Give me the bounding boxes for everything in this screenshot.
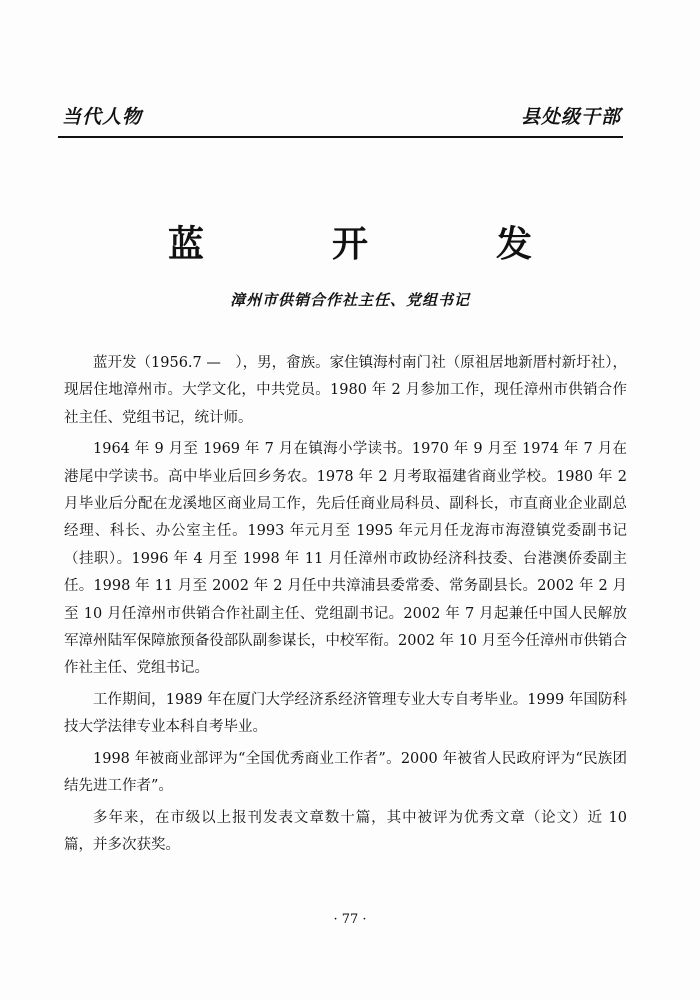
paragraph-education: 工作期间，1989 年在厦门大学经济系经济管理专业大专自考毕业。1999 年国防科技大学法律专业本科自考毕业。 — [64, 691, 627, 736]
paragraph-personal-info: 蓝开发（1956.7 — ），男，畲族。家住镇海村南门社（原祖居地新厝村新圩社），现居住地漳州市。大学文化，中共党员。1980 年 2 月参加工作，现任漳州市供销合作社主任、党组书记，统计师。 — [64, 355, 627, 426]
header-rule — [58, 136, 623, 138]
biography-body — [64, 350, 627, 863]
position-subtitle: 漳州市供销合作社主任、党组书记 — [229, 291, 470, 309]
running-header — [58, 102, 623, 136]
section-title: 当代人物 — [62, 106, 143, 128]
paragraph-publications: 多年来，在市级以上报刊发表文章数十篇，其中被评为优秀文章（论文）近 10 篇，并多次获奖。 — [64, 809, 627, 853]
person-name-title: 蓝 开 发 — [167, 224, 578, 265]
page-number: · 77 · — [333, 912, 367, 927]
category-title: 县处级干部 — [520, 106, 621, 128]
paragraph-career: 1964 年 9 月至 1969 年 7 月在镇海小学读书。1970 年 9 月至 1974 年 7 月在港尾中学读书。高中毕业后回乡务农。1978 年 2 月考取福建省商业学校。1980 年 2 月毕业后分配在龙溪地区商业局工作，先后任商业局科员、副科长，市直商业企业副总经理、科长、办公室主任。1993 年元月至 1995 年元月任龙海市海澄镇党委副书记（挂职）。1996 年 4 月至 1998 年 11 月任漳州市政协经济科技委、台港澳侨委副主任。1998 年 11 月至 2002 年 2 月任中共漳浦县委常委、常务副县长。2002 年 2 月至 10 月任漳州市供销合作社副主任、党组副书记。2002 年 7 月起兼任中国人民解放军漳州陆军保障旅预备役部队副参谋长，中校军衔。2002 年 10 月至今任漳州市供销合作社主任、党组书记。 — [64, 441, 627, 677]
paragraph-honors: 1998 年被商业部评为“全国优秀商业工作者”。2000 年被省人民政府评为“民族团结先进工作者”。 — [64, 750, 627, 795]
